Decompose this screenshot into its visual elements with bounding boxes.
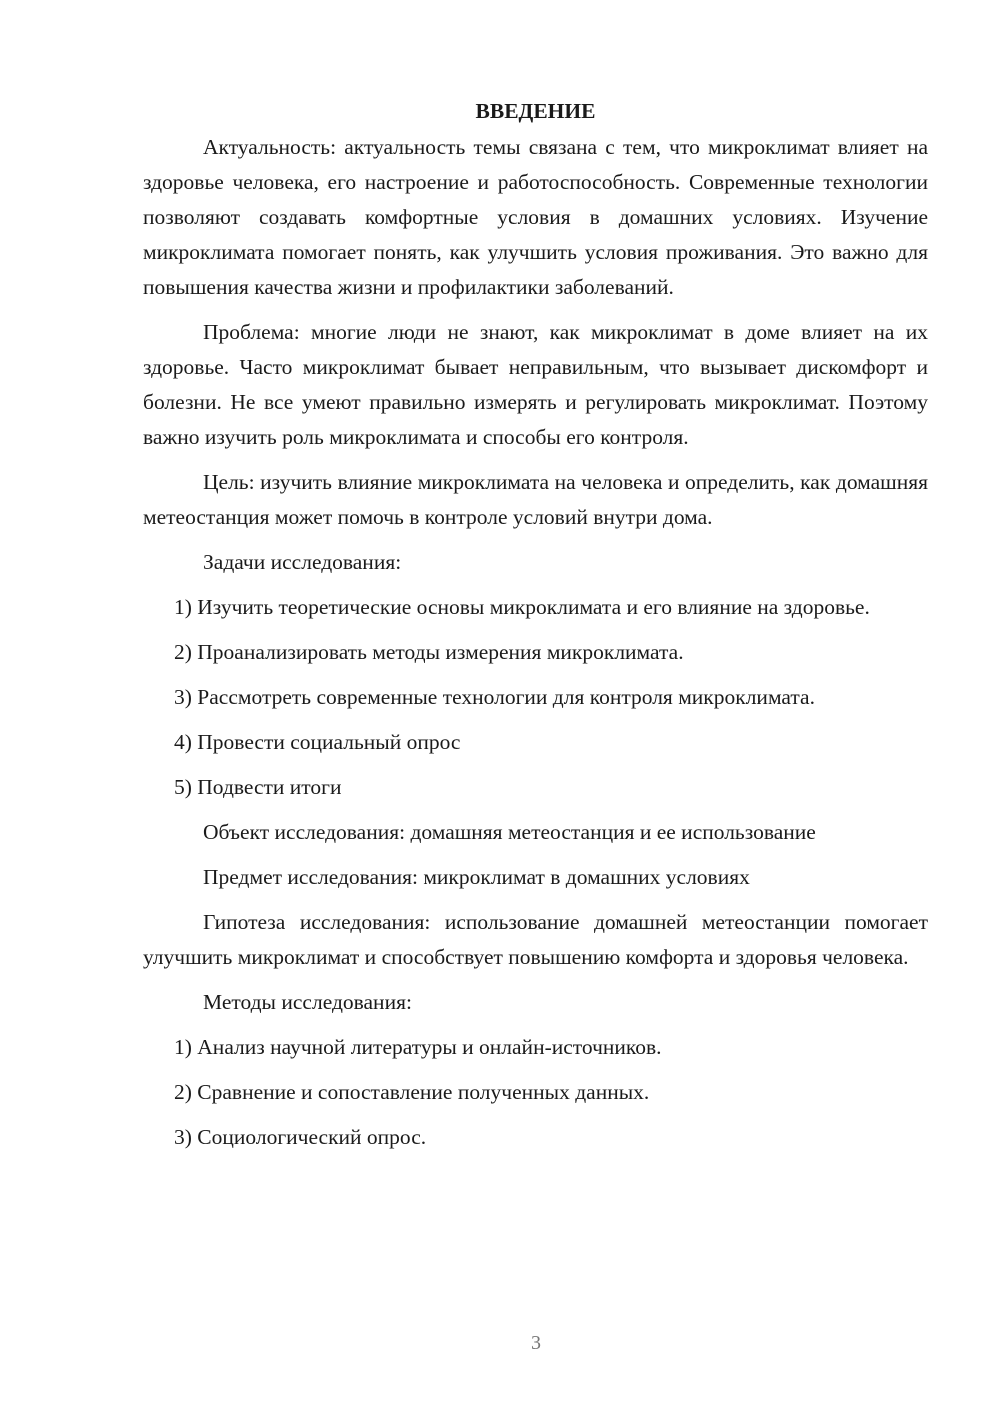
task-item-3: 3) Рассмотреть современные технологии для контроля микроклимата. [174,685,815,709]
task-item-5: 5) Подвести итоги [174,775,342,799]
hypothesis-paragraph: Гипотеза исследования: использование домашней метеостанции помогает улучшить микроклимат и способствует повышению комфорта и здоровья человека. [143,910,928,969]
method-item-2: 2) Сравнение и сопоставление полученных данных. [174,1080,650,1104]
problem-paragraph: Проблема: многие люди не знают, как микроклимат в доме влияет на их здоровье. Часто микроклимат бывает неправильным, что вызывает дискомфорт и болезни. Не все умеют правильно измерять и регулировать микроклимат. Поэтому важно изучить роль микроклимата и способы его контроля. [143,320,928,449]
task-item-4: 4) Провести социальный опрос [174,730,461,754]
tasks-heading: Задачи исследования: [203,550,402,574]
method-item-3: 3) Социологический опрос. [174,1125,427,1149]
relevance-paragraph: Актуальность: актуальность темы связана с тем, что микроклимат влияет на здоровье человека, его настроение и работоспособность. Современные технологии позволяют создавать комфортные условия в домашних условиях. Изучение микроклимата помогает понять, как улучшить условия проживания. Это важно для повышения качества жизни и профилактики заболеваний. [143,135,928,299]
object-paragraph: Объект исследования: домашняя метеостанция и ее использование [203,820,816,844]
task-item-2: 2) Проанализировать методы измерения микроклимата. [174,640,684,664]
method-item-1: 1) Анализ научной литературы и онлайн-источников. [174,1035,662,1059]
task-item-1: 1) Изучить теоретические основы микроклимата и его влияние на здоровье. [174,595,870,619]
methods-heading: Методы исследования: [203,990,412,1014]
page-number: 3 [531,1332,541,1354]
section-title: ВВЕДЕНИЕ [475,99,596,123]
goal-paragraph: Цель: изучить влияние микроклимата на человека и определить, как домашняя метеостанция может помочь в контроле условий внутри дома. [143,470,928,529]
document-page [143,92,928,1165]
subject-paragraph: Предмет исследования: микроклимат в домашних условиях [203,865,750,889]
